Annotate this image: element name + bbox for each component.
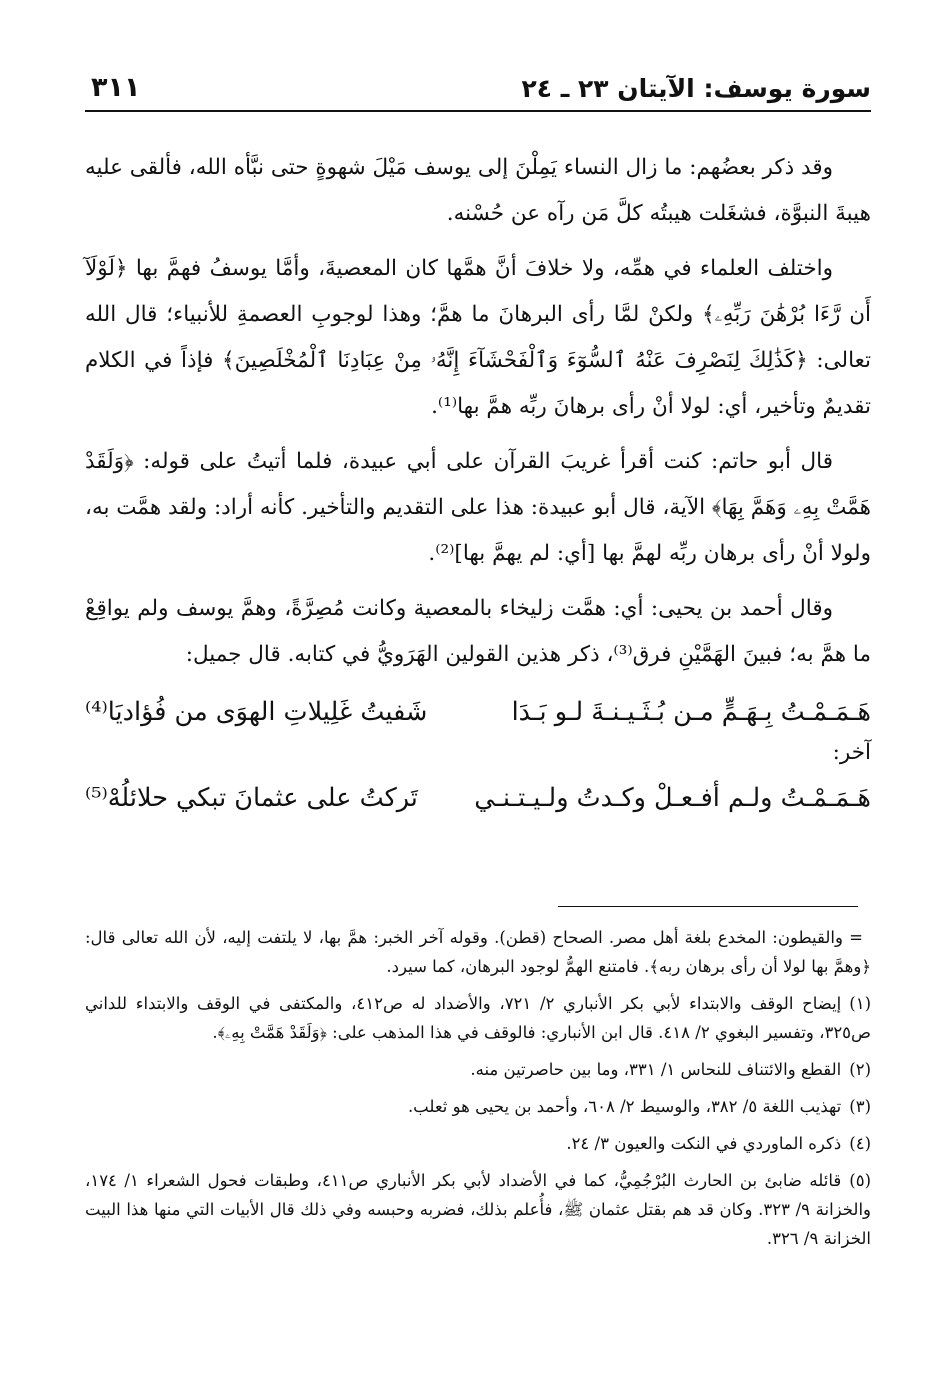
footnote (85, 989, 871, 1047)
footnote-separator (558, 906, 858, 907)
poetry-verse (85, 773, 871, 823)
poetry-verse (85, 687, 871, 737)
footnotes (85, 923, 871, 1261)
footnote-number: (٣) (849, 1097, 871, 1116)
paragraph: وقال أحمد بن يحيى: أي: همَّت زليخاء بالمعصية وكانت مُصِرَّةً، وهمَّ يوسف ولم يواقِعْ ما همَّ به؛ فبينَ الهَمَّيْنِ فرق⁽³⁾، ذكر هذين القولين الهَرَويُّ في كتابه. قال جميل: (85, 596, 871, 667)
verse-first-hemistich: هَـمَـمْـتُ بِـهَـمٍّ مـن بُـثَـيـنـةَ لـو بَـدَا (511, 697, 871, 727)
footnote (85, 1129, 871, 1158)
verse-second-hemistich: شَفيتُ غَلِيلاتِ الهوَى من فُؤاديَا⁽⁴⁾ (85, 697, 428, 727)
paragraph: وقد ذكر بعضُهم: ما زال النساء يَمِلْنَ إلى يوسف مَيْلَ شهوةٍ حتى نبَّأه الله، فألقى عليه هيبةَ النبوَّة، فشغَلت هيبتُه كلَّ مَن رآه عن حُسْنه. (84, 155, 871, 226)
main-text (85, 145, 871, 823)
footnote-number: (٢) (849, 1060, 871, 1079)
footnote-number: (١) (849, 994, 872, 1013)
footnote-number: (٥) (849, 1171, 871, 1190)
footnote-text: تهذيب اللغة ٥/ ٣٨٢، والوسيط ٢/ ٦٠٨، وأحمد بن يحيى هو ثعلب. (407, 1097, 842, 1116)
page-header (85, 70, 871, 112)
paragraph: قال أبو حاتم: كنت أقرأ غريبَ القرآن على أبي عبيدة، فلما أتيتُ على قوله: ﴿وَلَقَدْ هَمَّتْ بِهِۦ وَهَمَّ بِهَا﴾ الآية، قال أبو عبيدة: هذا على التقديم والتأخير. كأنه أراد: ولقد همَّت به، ولولا أنْ رأى برهان ربِّه لهمَّ بها [أي: لم يهمَّ بها]⁽²⁾. (85, 449, 871, 566)
running-title: سورة يوسف: الآيتان ٢٣ ـ ٢٤ (521, 74, 871, 103)
paragraph: واختلف العلماء في همِّه، ولا خلافَ أنَّ همَّها كان المعصيةَ، وأمَّا يوسفُ فهمَّ بها ﴿لَوْلَآ أَن رَّءَا بُرْهَٰنَ رَبِّهِۦ﴾ ولكنْ لمَّا رأى البرهانَ ما همَّ؛ وهذا لوجوبِ العصمةِ للأنبياء؛ قال الله تعالى: ﴿كَذَٰلِكَ لِنَصْرِفَ عَنْهُ ٱلسُّوٓءَ وَٱلْفَحْشَآءَ إِنَّهُۥ مِنْ عِبَادِنَا ٱلْمُخْلَصِينَ﴾ فإذاً في الكلام تقديمٌ وتأخير، أي: لولا أنْ رأى برهانَ ربِّه همَّ بها⁽¹⁾. (85, 256, 871, 419)
verse-intro: آخر: (832, 740, 871, 765)
footnote-text: قائله ضابئ بن الحارث البُرْجُمِيُّ، كما في الأضداد لأبي بكر الأنباري ص٤١١، وطبقات فحول الشعراء ١/ ١٧٤، والخزانة ٩/ ٣٢٣. وكان قد هم بقتل عثمان ﷺ، فأُعلم بذلك، فضربه وحبسه وفي ذلك قال الأبيات التي منها هذا البيت الخزانة ٩/ ٣٢٦. (85, 1171, 871, 1248)
page-number: ٣١١ (91, 72, 141, 103)
footnote-text: = والقيطون: المخدع بلغة أهل مصر. الصحاح (قطن). وقوله آخر الخبر: همَّ بها، لا يلتفت إليه، لأن الله تعالى قال: ﴿وهمَّ بها لولا أن رأى برهان ربه﴾. فامتنع الهمُّ لوجود البرهان، كما سيرد. (85, 928, 871, 976)
footnote-number: (٤) (849, 1134, 871, 1153)
footnote (85, 1055, 871, 1084)
verse-second-hemistich: تَركتُ على عثمانَ تبكي حلائلُهْ⁽⁵⁾ (85, 783, 418, 813)
footnote (85, 1166, 871, 1253)
verse-first-hemistich: هَـمَـمْـتُ ولـم أفـعـلْ وكـدتُ ولـيـتـنـي (474, 783, 871, 813)
footnote (85, 1092, 871, 1121)
footnote-text: إيضاح الوقف والابتداء لأبي بكر الأنباري ٢/ ٧٢١، والأضداد له ص٤١٢، والمكتفى في الوقف والابتداء للداني ص٣٢٥، وتفسير البغوي ٢/ ٤١٨. قال ابن الأنباري: فالوقف في هذا المذهب على: ﴿وَلَقَدْ هَمَّتْ بِهِۦ﴾. (85, 994, 871, 1042)
footnote-text: القطع والائتناف للنحاس ١/ ٣٣١، وما بين حاصرتين منه. (470, 1060, 842, 1079)
footnote-text: ذكره الماوردي في النكت والعيون ٣/ ٢٤. (566, 1134, 842, 1153)
footnote (85, 923, 871, 981)
